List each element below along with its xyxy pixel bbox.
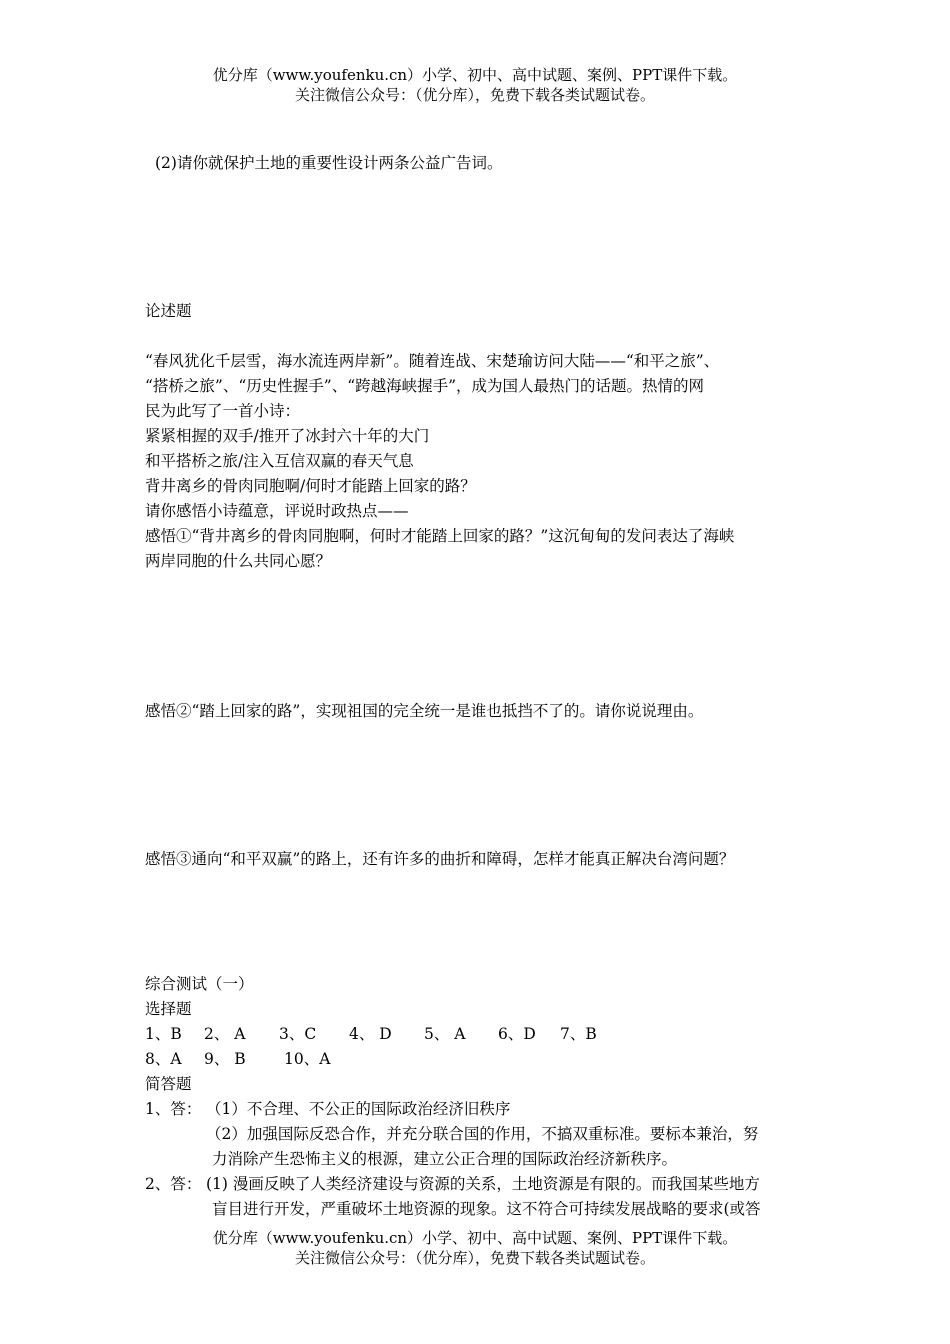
mc-answer: 5、 A [424,1025,466,1043]
essay-intro-line: “春风犹化千层雪，海水流连两岸新”。随着连战、宋楚瑜访问大陆——“和平之旅”、 [145,352,720,370]
a2-line: 盲目进行开发，严重破坏土地资源的现象。这不符合可持续发展战略的要求(或答 [212,1200,761,1218]
mc-heading: 选择题 [145,1000,192,1018]
essay-intro-line: 民为此写了一首小诗： [145,402,301,420]
mc-answer: 2、 A [204,1025,246,1043]
mc-answer: 9、 B [204,1050,246,1068]
mc-answer: 8、A [145,1050,182,1068]
footer-line-1: 优分库（www.youfenku.cn）小学、初中、高中试题、案例、PPT课件下载。 [212,1229,738,1247]
header-line-2: 关注微信公众号：（优分库），免费下载各类试题试卷。 [294,86,655,104]
footer-line-2: 关注微信公众号：（优分库），免费下载各类试题试卷。 [294,1249,655,1267]
a1-line: （2）加强国际反恐合作，并充分联合国的作用，不搞双重标准。要标本兼治，努 [206,1125,759,1143]
a1-label: 1、答： [145,1100,202,1118]
essay-q1-line: 感悟①“背井离乡的骨肉同胞啊，何时才能踏上回家的路？”这沉甸甸的发问表达了海峡 [145,527,735,545]
a1-line: 力消除产生恐怖主义的根源，建立公正合理的国际政治经济新秩序。 [212,1150,678,1168]
essay-q2: 感悟②“踏上回家的路”，实现祖国的完全统一是谁也抵挡不了的。请你说说理由。 [145,702,704,720]
mc-answer: 4、 D [349,1025,392,1043]
mc-row-2 [145,1049,330,1069]
answers-title: 综合测试（一） [145,975,254,993]
essay-intro-line: “搭桥之旅”、“历史性握手”、“跨越海峡握手”，成为国人最热门的话题。热情的网 [145,377,705,395]
a2-label: 2、答： [145,1175,202,1193]
mc-answer: 1、B [145,1025,182,1043]
mc-answer: 7、B [560,1025,597,1043]
essay-instruction: 请你感悟小诗蕴意，评说时政热点—— [145,502,409,520]
essay-q3: 感悟③通向“和平双赢”的路上，还有许多的曲折和障碍，怎样才能真正解决台湾问题？ [145,850,735,868]
q2-prompt: (2)请你就保护土地的重要性设计两条公益广告词。 [155,154,503,172]
essay-heading: 论述题 [145,302,192,320]
essay-q1-line: 两岸同胞的什么共同心愿？ [145,552,332,570]
mc-answer: 6、D [498,1025,536,1043]
mc-answer: 3、C [279,1025,317,1043]
short-heading: 简答题 [145,1075,192,1093]
mc-answer: 10、A [284,1050,331,1068]
poem-line: 背井离乡的骨肉同胞啊/何时才能踏上回家的路？ [145,477,476,495]
a2-line: (1) 漫画反映了人类经济建设与资源的关系，土地资源是有限的。而我国某些地方 [206,1175,760,1193]
mc-row-1 [145,1024,597,1044]
header-line-1: 优分库（www.youfenku.cn）小学、初中、高中试题、案例、PPT课件下载。 [212,66,738,84]
poem-line: 和平搭桥之旅/注入互信双赢的春天气息 [145,452,414,470]
a1-line: （1）不合理、不公正的国际政治经济旧秩序 [206,1100,511,1118]
poem-line: 紧紧相握的双手/推开了冰封六十年的大门 [145,427,430,445]
